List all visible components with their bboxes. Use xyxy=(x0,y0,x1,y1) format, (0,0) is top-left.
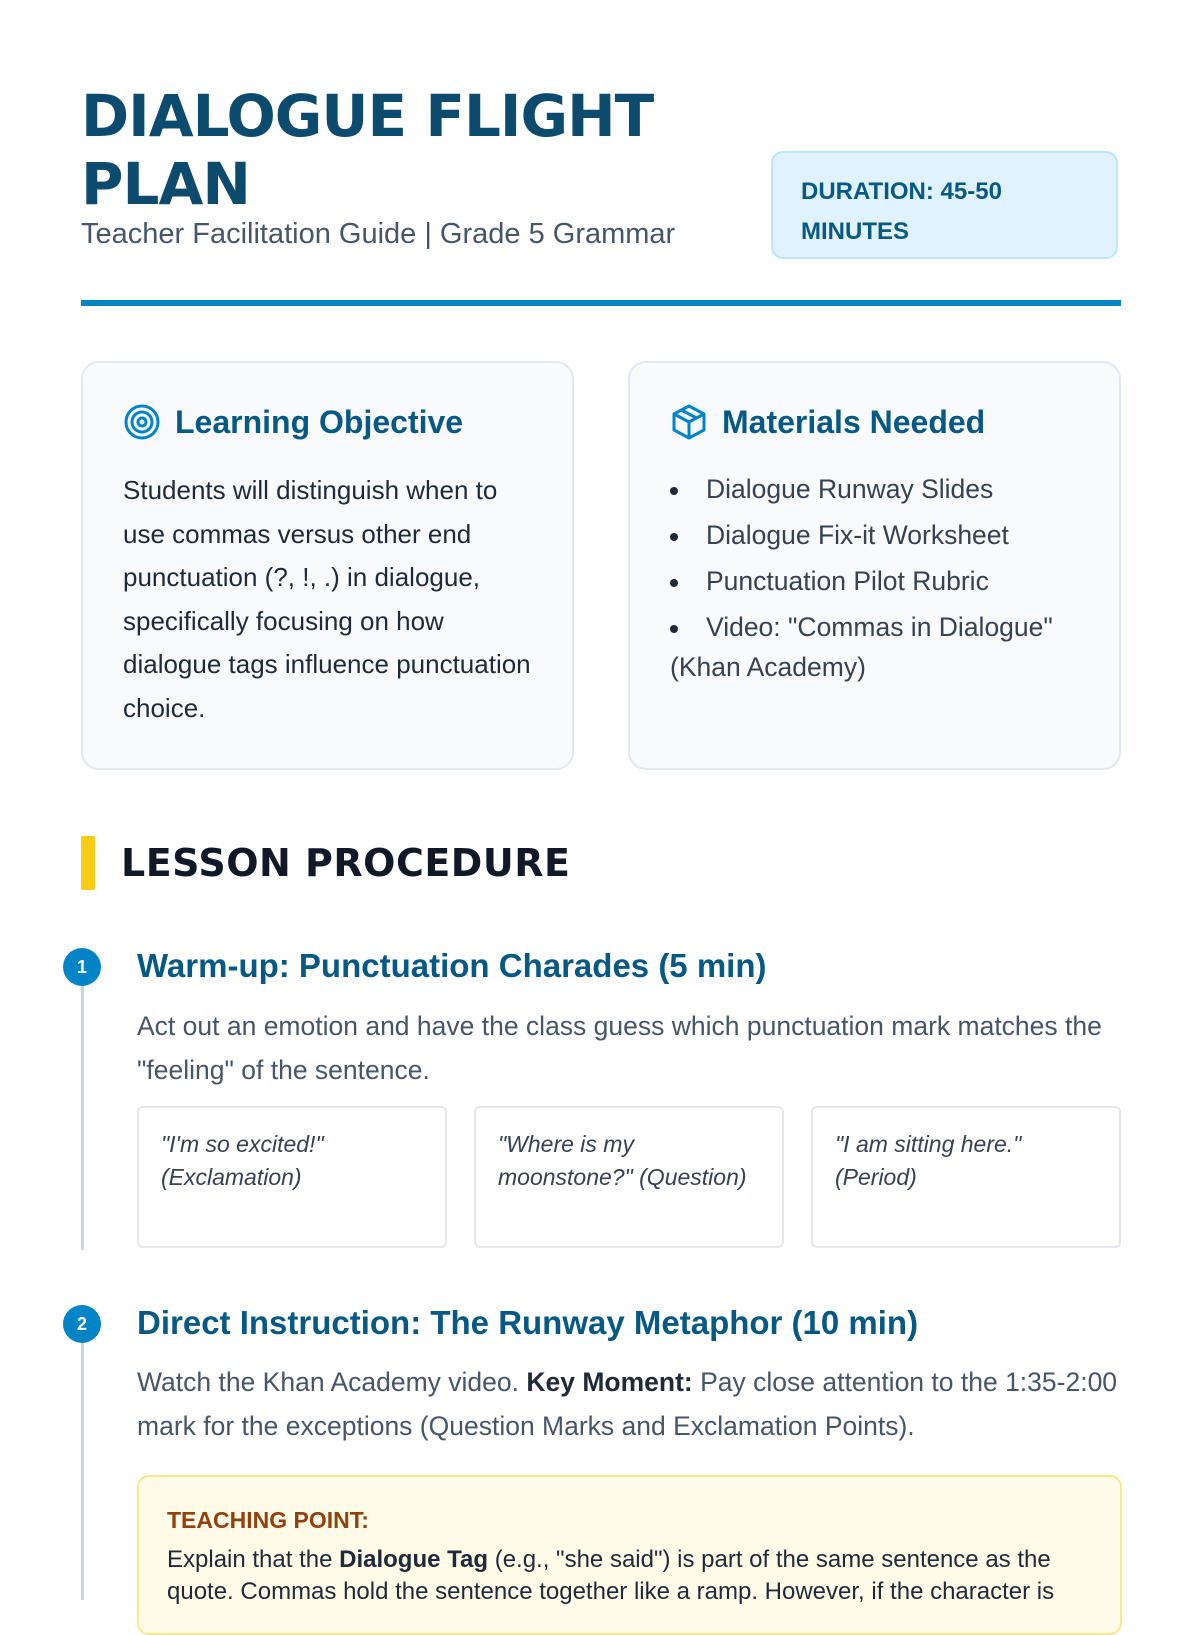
target-icon xyxy=(123,403,161,441)
learning-objective-card xyxy=(81,361,574,770)
header xyxy=(81,0,1121,310)
dialogue-tag-term: Dialogue Tag xyxy=(339,1546,489,1573)
section-title: LESSON PROCEDURE xyxy=(121,841,571,885)
learning-objective-header xyxy=(123,403,463,441)
lesson-procedure-heading xyxy=(81,836,570,890)
materials-item: Punctuation Pilot Rubric xyxy=(670,561,1100,601)
step-1-title: Warm-up: Punctuation Charades (5 min) xyxy=(137,947,767,984)
example-card: "Where is my moonstone?" (Question) xyxy=(474,1106,784,1248)
example-card: "I am sitting here." (Period) xyxy=(811,1106,1121,1248)
step-2-description xyxy=(137,1361,1122,1448)
step-2-title: Direct Instruction: The Runway Metaphor (10 min) xyxy=(137,1304,919,1341)
materials-item: Dialogue Runway Slides xyxy=(670,469,1100,509)
example-card: "I'm so excited!" (Exclamation) xyxy=(137,1106,447,1248)
teaching-point-text xyxy=(167,1544,1092,1608)
section-accent-bar xyxy=(81,836,95,890)
page-subtitle: Teacher Facilitation Guide | Grade 5 Grammar xyxy=(81,218,676,250)
step-1-description: Act out an emotion and have the class guess which punctuation mark matches the "feeling" of the sentence. xyxy=(137,1011,1102,1085)
step-2-timeline xyxy=(81,1342,84,1600)
teaching-point-text-start: Explain that the xyxy=(167,1546,340,1573)
teaching-point-callout xyxy=(137,1475,1122,1635)
step-2-text-end: Pay close attention to the 1:35-2:00 mark for the exceptions (Question Marks and Exclamation Points). xyxy=(137,1367,1118,1441)
materials-header xyxy=(670,403,985,441)
teaching-point-label: TEACHING POINT: xyxy=(167,1507,369,1533)
page-title: DIALOGUE FLIGHT PLAN xyxy=(81,82,654,218)
materials-card xyxy=(628,361,1121,770)
header-divider xyxy=(81,300,1121,306)
step-2-number: 2 xyxy=(63,1305,101,1343)
teaching-point-text-end: (e.g., "she said") is part of the same sentence as the quote. Commas hold the sentence together like a ramp. However, if the character is xyxy=(167,1546,1055,1605)
materials-item: Video: "Commas in Dialogue" (Khan Academy) xyxy=(670,607,1100,687)
materials-list xyxy=(670,469,1100,693)
step-2-text-start: Watch the Khan Academy video. xyxy=(137,1367,527,1397)
learning-objective-title: Learning Objective xyxy=(175,403,464,440)
key-moment-label: Key Moment: xyxy=(526,1367,693,1397)
materials-title: Materials Needed xyxy=(722,403,986,440)
step-1-timeline xyxy=(81,984,84,1250)
duration-badge: DURATION: 45-50 MINUTES xyxy=(771,151,1118,259)
step-1-number: 1 xyxy=(63,948,101,986)
materials-item: Dialogue Fix-it Worksheet xyxy=(670,515,1100,555)
box-icon xyxy=(670,403,708,441)
lesson-plan-page xyxy=(76,0,1121,1605)
learning-objective-text: Students will distinguish when to use commas versus other end punctuation (?, !, .) in dialogue, specifically focusing on how dialogue tags influence punctuation choice. xyxy=(123,475,531,723)
